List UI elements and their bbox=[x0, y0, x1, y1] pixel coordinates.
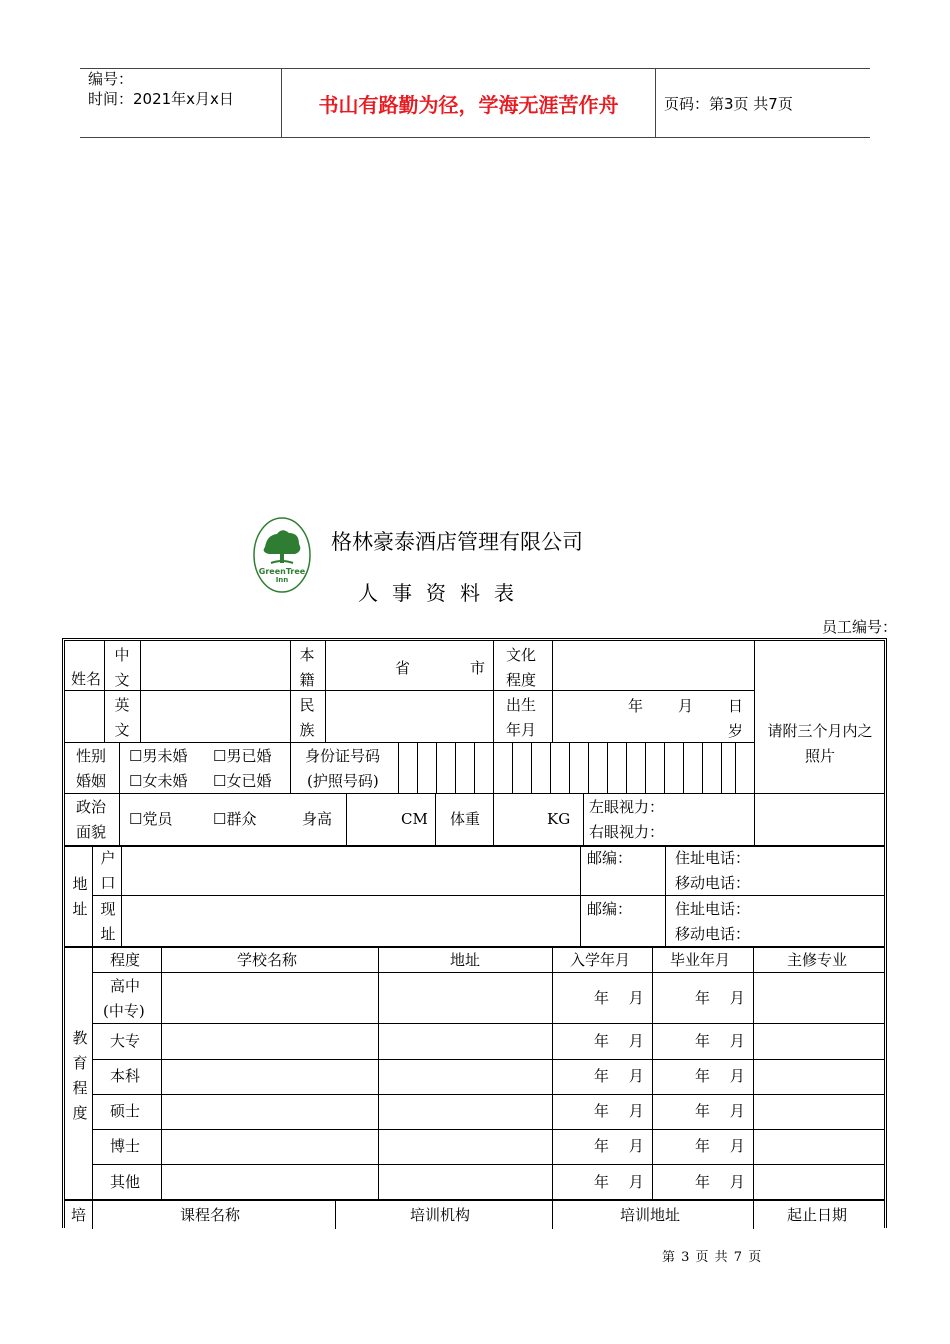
train-header-institution: 培训机构 bbox=[410, 1206, 471, 1224]
edu-level-other: 其他 bbox=[110, 1173, 141, 1191]
weight-label: 体重 bbox=[450, 810, 481, 828]
current-postcode-label: 邮编： bbox=[587, 900, 633, 918]
greentree-logo bbox=[253, 517, 311, 593]
birth-label: 出生年月 bbox=[505, 696, 536, 739]
edu-header-major: 主修专业 bbox=[787, 951, 848, 969]
graduate-ym: 年 月 bbox=[695, 1067, 745, 1085]
enroll-ym: 年 月 bbox=[594, 1102, 644, 1120]
name-label: 姓名 bbox=[71, 670, 102, 688]
page-footer: 第 3 页 共 7 页 bbox=[662, 1250, 763, 1265]
passport-label: (护照号码) bbox=[307, 772, 379, 790]
graduate-ym: 年 月 bbox=[695, 1173, 745, 1191]
female-single-checkbox[interactable]: ☐女未婚 bbox=[129, 772, 188, 790]
edu-header-level: 程度 bbox=[110, 951, 141, 969]
photo-note: 请附三个月内之照片 bbox=[767, 722, 873, 765]
weight-unit: KG bbox=[547, 810, 571, 828]
male-married-checkbox[interactable]: ☐男已婚 bbox=[213, 747, 272, 765]
enroll-ym: 年 月 bbox=[594, 1067, 644, 1085]
graduate-ym: 年 月 bbox=[695, 1137, 745, 1155]
age-label: 岁 bbox=[728, 722, 744, 740]
masses-checkbox[interactable]: ☐群众 bbox=[213, 810, 257, 828]
province-label: 省 bbox=[395, 659, 411, 677]
edu-level-doctor: 博士 bbox=[110, 1137, 141, 1155]
height-unit: CM bbox=[401, 810, 428, 828]
form-title: 人事资料表 bbox=[358, 581, 528, 605]
birth-month: 月 bbox=[678, 697, 694, 715]
hukou-home-phone-label: 住址电话： bbox=[675, 849, 751, 867]
edu-header-graduate: 毕业年月 bbox=[670, 951, 731, 969]
train-header-address: 培训地址 bbox=[620, 1206, 681, 1224]
graduate-ym: 年 月 bbox=[695, 1102, 745, 1120]
id-number-label: 身份证号码 bbox=[305, 747, 381, 765]
train-header-dates: 起止日期 bbox=[787, 1206, 848, 1224]
chinese-label: 中文 bbox=[114, 646, 130, 689]
time-label: 时间：2021年x月x日 bbox=[88, 90, 234, 108]
female-married-checkbox[interactable]: ☐女已婚 bbox=[213, 772, 272, 790]
address-label: 地址 bbox=[72, 875, 88, 918]
svg-text:Inn: Inn bbox=[275, 576, 289, 584]
gender-marriage-label: 性别婚姻 bbox=[75, 747, 106, 790]
svg-text:GreenTree: GreenTree bbox=[258, 567, 306, 576]
enroll-ym: 年 月 bbox=[594, 1137, 644, 1155]
current-address-label: 现址 bbox=[100, 900, 116, 943]
hukou-label: 户口 bbox=[100, 849, 116, 892]
culture-label: 文化程度 bbox=[505, 646, 536, 689]
birth-year: 年 bbox=[628, 697, 644, 715]
enroll-ym: 年 月 bbox=[594, 989, 644, 1007]
edu-level-highschool: 高中 bbox=[110, 977, 141, 995]
edu-header-school: 学校名称 bbox=[237, 951, 298, 969]
current-mobile-label: 移动电话： bbox=[675, 925, 751, 943]
right-eye-label: 右眼视力： bbox=[589, 823, 665, 841]
city-label: 市 bbox=[470, 659, 486, 677]
document-header bbox=[80, 68, 870, 138]
header-motto: 书山有路勤为径，学海无涯苦作舟 bbox=[281, 69, 656, 137]
personnel-form bbox=[62, 638, 887, 1228]
employee-no-label: 员工编号： bbox=[822, 618, 898, 636]
enroll-ym: 年 月 bbox=[594, 1032, 644, 1050]
edu-level-bachelor: 本科 bbox=[110, 1067, 141, 1085]
train-header-course: 课程名称 bbox=[180, 1206, 241, 1224]
male-single-checkbox[interactable]: ☐男未婚 bbox=[129, 747, 188, 765]
party-member-checkbox[interactable]: ☐党员 bbox=[129, 810, 173, 828]
left-eye-label: 左眼视力： bbox=[589, 798, 665, 816]
header-page-info: 页码：第3页 共7页 bbox=[664, 94, 793, 113]
graduate-ym: 年 月 bbox=[695, 1032, 745, 1050]
edu-header-address: 地址 bbox=[450, 951, 481, 969]
company-name: 格林豪泰酒店管理有限公司 bbox=[331, 530, 583, 554]
header-meta bbox=[80, 69, 281, 137]
native-place-label: 本籍 bbox=[299, 646, 315, 689]
political-label: 政治面貌 bbox=[75, 798, 106, 841]
edu-level-master: 硕士 bbox=[110, 1102, 141, 1120]
edu-header-enroll: 入学年月 bbox=[570, 951, 631, 969]
enroll-ym: 年 月 bbox=[594, 1173, 644, 1191]
edu-level-college: 大专 bbox=[110, 1032, 141, 1050]
birth-day: 日 bbox=[728, 697, 744, 715]
ethnic-label: 民族 bbox=[299, 696, 315, 739]
training-label: 培 bbox=[71, 1206, 87, 1224]
current-home-phone-label: 住址电话： bbox=[675, 900, 751, 918]
education-label: 教育程度 bbox=[72, 1029, 88, 1122]
edu-level-secondary: (中专) bbox=[103, 1002, 145, 1020]
graduate-ym: 年 月 bbox=[695, 989, 745, 1007]
english-label: 英文 bbox=[114, 696, 130, 739]
number-label: 编号： bbox=[88, 70, 134, 88]
height-label: 身高 bbox=[302, 810, 333, 828]
hukou-postcode-label: 邮编： bbox=[587, 849, 633, 867]
hukou-mobile-label: 移动电话： bbox=[675, 874, 751, 892]
